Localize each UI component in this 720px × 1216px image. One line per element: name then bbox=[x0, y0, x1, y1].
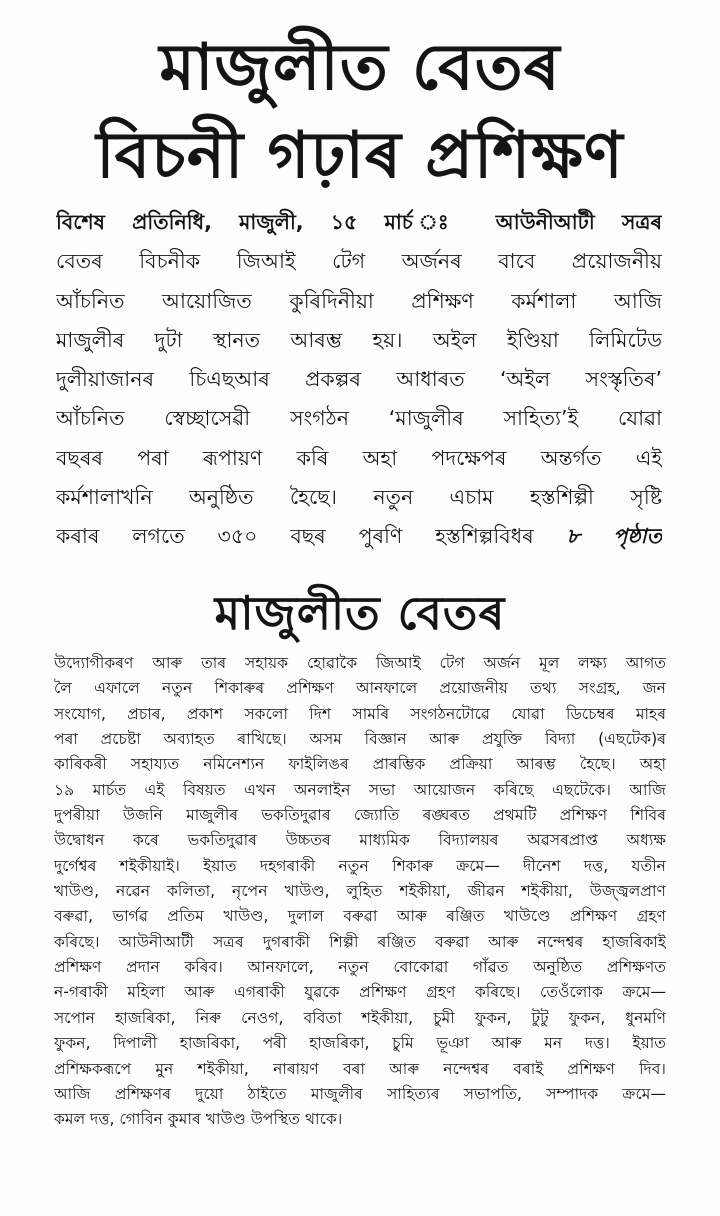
body-line: প্ৰশিক্ষকৰূপে মুন শইকীয়া, নাৰায়ণ বৰা আৰু নন্দেশ্বৰ বৰাই প্ৰশিক্ষণ দিব। bbox=[54, 1059, 666, 1078]
continuation-headline: মাজুলীত বেতৰ bbox=[214, 586, 506, 640]
body-line: সংযোগ, প্ৰচাৰ, প্ৰকাশ সকলো দিশ সামৰি সংগঠনটোৱে যোৱা ডিচেম্বৰ মাহৰ bbox=[54, 704, 666, 723]
page-jump-label: ৮ পৃষ্ঠাত bbox=[566, 524, 662, 549]
lead-line: কৰ্মশালাখনি অনুষ্ঠিত হৈছে। নতুন এচাম হস্তশিল্পী সৃষ্টি bbox=[56, 485, 662, 510]
lead-line-last bbox=[56, 517, 662, 556]
body-line: দুৰ্গেশ্বৰ শইকীয়াই। ইয়াত দহগৰাকী নতুন শিকাৰু ক্ৰমে— দীনেশ দত্ত, যতীন bbox=[54, 856, 666, 875]
body-line: কমল দত্ত, গোবিন কুমাৰ খাউণ্ড উপস্থিত থাকে। bbox=[54, 1110, 343, 1129]
lead-line: দুলীয়াজানৰ চিএছআৰ প্ৰকল্পৰ আধাৰত ‘অইল সংস্কৃতিৰ’ bbox=[56, 367, 662, 392]
lead-last-text: কৰাৰ লগতে ৩৫০ বছৰ পুৰণি হস্তশিল্পবিধৰ bbox=[56, 524, 534, 549]
lead-paragraph bbox=[56, 203, 662, 557]
body-line: ১৯ মাৰ্চত এই বিষয়ত এখন অনলাইন সভা আয়োজন কৰিছে এছটেকে। আজি bbox=[54, 780, 666, 799]
body-line: কৰিছে। আউনীআটী সত্ৰৰ দুগৰাকী শিল্পী ৰঞ্জিত বৰুৱা আৰু নন্দেশ্বৰ হাজৰিকাই bbox=[54, 932, 666, 951]
headline-line-1: মাজুলীত বেতৰ bbox=[159, 31, 561, 105]
body-line: দুপৰীয়া উজনি মাজুলীৰ ভকতিদুৱাৰ জ্যোতি ৰঙ্ঘৰত প্ৰথমটি প্ৰশিক্ষণ শিবিৰ bbox=[54, 806, 666, 825]
body-line: পৰা প্ৰচেষ্টা অব্যাহত ৰাখিছে। অসম বিজ্ঞান আৰু প্ৰযুক্তি বিদ্যা (এছটেক)ৰ bbox=[54, 730, 666, 749]
body-line: খাউণ্ড, নৱেন কলিতা, নৃপেন খাউণ্ড, লুহিত শইকীয়া, জীৱন শইকীয়া, উজ্জ্বলপ্ৰাণ bbox=[54, 882, 666, 901]
body-line: ফুকন, দিপালী হাজৰিকা, পৰী হাজৰিকা, চুমি ভূঞা আৰু মন দত্ত। ইয়াত bbox=[54, 1034, 666, 1053]
body-line: লৈ এফালে নতুন শিকাৰুৰ প্ৰশিক্ষণ আনফালে প্ৰয়োজনীয় তথ্য সংগ্ৰহ, জন bbox=[54, 679, 666, 698]
body-line: প্ৰশিক্ষণ প্ৰদান কৰিব। আনফালে, নতুন বোকোৱা গাঁৱত অনুষ্ঠিত প্ৰশিক্ষণত bbox=[54, 958, 666, 977]
body-line: কাৰিকৰী সহায্যত নমিনেশ্যন ফাইলিঙৰ প্ৰাৰম্ভিক প্ৰক্ৰিয়া আৰম্ভ হৈছে। অহা bbox=[54, 755, 666, 774]
lead-line: বছৰৰ পৰা ৰূপায়ণ কৰি অহা পদক্ষেপৰ অন্তৰ্গত এই bbox=[56, 445, 662, 470]
body-line: আজি প্ৰশিক্ষণৰ দুয়ো ঠাইতে মাজুলীৰ সাহিত্যৰ সভাপতি, সম্পাদক ক্ৰমে— bbox=[54, 1084, 666, 1103]
body-line: উদ্বোধন কৰে ভকতিদুৱাৰ উচ্চতৰ মাধ্যমিক বিদ্যালয়ৰ অৱসৰপ্ৰাপ্ত অধ্যক্ষ bbox=[54, 831, 666, 850]
headline-line-2: বিচনী গঢ়াৰ প্ৰশিক্ষণ bbox=[96, 119, 624, 193]
body-line: ন-গৰাকী মহিলা আৰু এগৰাকী যুৱকে প্ৰশিক্ষণ গ্ৰহণ কৰিছে। তেওঁলোক ক্ৰমে— bbox=[54, 983, 666, 1002]
lead-line: আঁচনিত স্বেচ্ছাসেৱী সংগঠন ‘মাজুলীৰ সাহিত্য’ই যোৱা bbox=[56, 406, 662, 431]
lead-line: বিশেষ প্ৰতিনিধি, মাজুলী, ১৫ মাৰ্চ ঃ আউনীআটী সত্ৰৰ bbox=[56, 210, 662, 234]
lead-line: আঁচনিত আয়োজিত কুৰিদিনীয়া প্ৰশিক্ষণ কৰ্মশালা আজি bbox=[56, 288, 662, 313]
lead-line: মাজুলীৰ দুটা স্থানত আৰম্ভ হয়। অইল ইণ্ডিয়া লিমিটেড bbox=[56, 327, 662, 352]
body-line: সপোন হাজৰিকা, নিৰু নেওগ, ববিতা শইকীয়া, চুমী ফুকন, টুটু ফুকন, ধুনমণি bbox=[54, 1008, 666, 1027]
body-line: উদ্যোগীকৰণ আৰু তাৰ সহায়ক হোৱাকৈ জিআই টেগ অৰ্জন মূল লক্ষ্য আগত bbox=[54, 654, 666, 672]
body-line: বৰুৱা, ভাৰ্গৱ প্ৰতিম খাউণ্ড, দুলাল বৰুৱা আৰু ৰঞ্জিত খাউণ্ডে প্ৰশিক্ষণ গ্ৰহণ bbox=[54, 907, 666, 926]
lead-line: বেতৰ বিচনীক জিআই টেগ অৰ্জনৰ বাবে প্ৰয়োজনীয় bbox=[56, 249, 662, 274]
continuation-paragraph bbox=[54, 651, 666, 1133]
